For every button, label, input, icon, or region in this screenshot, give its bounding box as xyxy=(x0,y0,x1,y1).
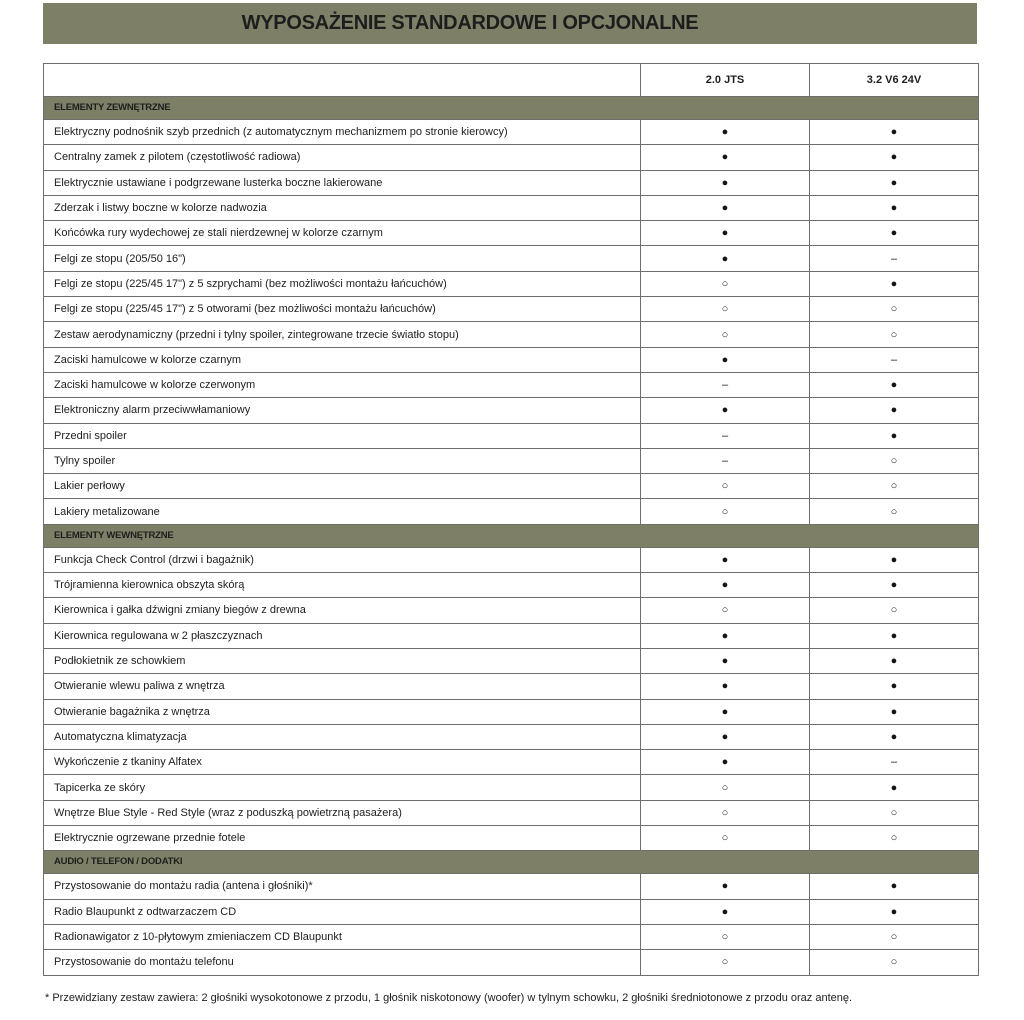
availability-2-0-jts: – xyxy=(641,423,810,448)
header-empty-cell xyxy=(44,64,641,97)
availability-3-2-v6: ○ xyxy=(810,297,979,322)
feature-label: Centralny zamek z pilotem (częstotliwość radiowa) xyxy=(44,145,641,170)
table-row xyxy=(44,221,979,246)
equipment-table xyxy=(43,63,979,976)
availability-2-0-jts: ● xyxy=(641,874,810,899)
availability-2-0-jts: ○ xyxy=(641,499,810,524)
availability-2-0-jts: ● xyxy=(641,750,810,775)
feature-label: Przystosowanie do montażu radia (antena i głośniki)* xyxy=(44,874,641,899)
feature-label: Otwieranie bagażnika z wnętrza xyxy=(44,699,641,724)
table-header-row xyxy=(44,64,979,97)
feature-label: Radio Blaupunkt z odtwarzaczem CD xyxy=(44,899,641,924)
table-row xyxy=(44,499,979,524)
feature-label: Felgi ze stopu (205/50 16") xyxy=(44,246,641,271)
table-row xyxy=(44,547,979,572)
table-row xyxy=(44,924,979,949)
table-row xyxy=(44,448,979,473)
availability-3-2-v6: ● xyxy=(810,372,979,397)
page-title: WYPOSAŻENIE STANDARDOWE I OPCJONALNE xyxy=(241,12,699,34)
availability-3-2-v6: ● xyxy=(810,623,979,648)
table-row xyxy=(44,800,979,825)
feature-label: Zaciski hamulcowe w kolorze czarnym xyxy=(44,347,641,372)
feature-label: Zestaw aerodynamiczny (przedni i tylny spoiler, zintegrowane trzecie światło stopu) xyxy=(44,322,641,347)
table-row xyxy=(44,750,979,775)
section-header xyxy=(44,851,979,874)
table-row xyxy=(44,271,979,296)
table-row xyxy=(44,573,979,598)
feature-label: Tylny spoiler xyxy=(44,448,641,473)
availability-3-2-v6: ● xyxy=(810,221,979,246)
table-row xyxy=(44,398,979,423)
availability-3-2-v6: ○ xyxy=(810,322,979,347)
availability-2-0-jts: ● xyxy=(641,170,810,195)
feature-label: Wnętrze Blue Style - Red Style (wraz z poduszką powietrzną pasażera) xyxy=(44,800,641,825)
availability-3-2-v6: ○ xyxy=(810,924,979,949)
feature-label: Lakiery metalizowane xyxy=(44,499,641,524)
availability-3-2-v6: ○ xyxy=(810,800,979,825)
availability-2-0-jts: – xyxy=(641,448,810,473)
section-title: ELEMENTY ZEWNĘTRZNE xyxy=(44,97,979,120)
availability-2-0-jts: ● xyxy=(641,648,810,673)
availability-2-0-jts: ● xyxy=(641,120,810,145)
availability-3-2-v6: ● xyxy=(810,170,979,195)
table-row xyxy=(44,874,979,899)
section-title: ELEMENTY WEWNĘTRZNE xyxy=(44,524,979,547)
section-header xyxy=(44,524,979,547)
feature-label: Lakier perłowy xyxy=(44,474,641,499)
table-row xyxy=(44,724,979,749)
section-header xyxy=(44,97,979,120)
table-row xyxy=(44,674,979,699)
availability-2-0-jts: ● xyxy=(641,724,810,749)
availability-2-0-jts: ○ xyxy=(641,322,810,347)
availability-3-2-v6: ● xyxy=(810,648,979,673)
footnote: * Przewidziany zestaw zawiera: 2 głośniki wysokotonowe z przodu, 1 głośnik niskotonowy (woofer) w tylnym schowku, 2 głośniki średniotonowe z przodu oraz antenę. xyxy=(45,992,853,1004)
availability-2-0-jts: ○ xyxy=(641,271,810,296)
availability-2-0-jts: ● xyxy=(641,398,810,423)
feature-label: Elektroniczny alarm przeciwwłamaniowy xyxy=(44,398,641,423)
availability-3-2-v6: ● xyxy=(810,899,979,924)
table-row xyxy=(44,170,979,195)
feature-label: Trójramienna kierownica obszyta skórą xyxy=(44,573,641,598)
availability-3-2-v6: ● xyxy=(810,699,979,724)
table-row xyxy=(44,145,979,170)
availability-3-2-v6: ○ xyxy=(810,448,979,473)
availability-2-0-jts: ● xyxy=(641,674,810,699)
column-header-3-2-v6: 3.2 V6 24V xyxy=(810,64,979,97)
availability-2-0-jts: ○ xyxy=(641,800,810,825)
availability-2-0-jts: ● xyxy=(641,699,810,724)
availability-2-0-jts: ● xyxy=(641,221,810,246)
title-band xyxy=(43,3,977,44)
availability-3-2-v6: ○ xyxy=(810,499,979,524)
availability-3-2-v6: ○ xyxy=(810,474,979,499)
availability-3-2-v6: ● xyxy=(810,547,979,572)
feature-label: Funkcja Check Control (drzwi i bagażnik) xyxy=(44,547,641,572)
feature-label: Przedni spoiler xyxy=(44,423,641,448)
table-row xyxy=(44,648,979,673)
section-title: AUDIO / TELEFON / DODATKI xyxy=(44,851,979,874)
feature-label: Felgi ze stopu (225/45 17") z 5 otworami (bez możliwości montażu łańcuchów) xyxy=(44,297,641,322)
availability-2-0-jts: ● xyxy=(641,547,810,572)
table-row xyxy=(44,120,979,145)
availability-3-2-v6: ● xyxy=(810,724,979,749)
feature-label: Automatyczna klimatyzacja xyxy=(44,724,641,749)
feature-label: Przystosowanie do montażu telefonu xyxy=(44,950,641,975)
availability-3-2-v6: ● xyxy=(810,874,979,899)
availability-3-2-v6: – xyxy=(810,246,979,271)
table-row xyxy=(44,195,979,220)
availability-2-0-jts: ○ xyxy=(641,775,810,800)
availability-2-0-jts: ○ xyxy=(641,598,810,623)
availability-2-0-jts: ● xyxy=(641,899,810,924)
feature-label: Otwieranie wlewu paliwa z wnętrza xyxy=(44,674,641,699)
table-row xyxy=(44,950,979,975)
availability-3-2-v6: ● xyxy=(810,674,979,699)
availability-3-2-v6: ○ xyxy=(810,826,979,851)
table-row xyxy=(44,775,979,800)
availability-2-0-jts: ○ xyxy=(641,474,810,499)
availability-2-0-jts: ● xyxy=(641,573,810,598)
feature-label: Kierownica regulowana w 2 płaszczyznach xyxy=(44,623,641,648)
table-row xyxy=(44,322,979,347)
availability-2-0-jts: – xyxy=(641,372,810,397)
availability-3-2-v6: – xyxy=(810,347,979,372)
availability-2-0-jts: ● xyxy=(641,347,810,372)
availability-2-0-jts: ○ xyxy=(641,950,810,975)
table-row xyxy=(44,598,979,623)
table-row xyxy=(44,474,979,499)
availability-2-0-jts: ○ xyxy=(641,924,810,949)
feature-label: Kierownica i gałka dźwigni zmiany biegów z drewna xyxy=(44,598,641,623)
availability-3-2-v6: – xyxy=(810,750,979,775)
feature-label: Wykończenie z tkaniny Alfatex xyxy=(44,750,641,775)
table-row xyxy=(44,347,979,372)
feature-label: Felgi ze stopu (225/45 17") z 5 szprychami (bez możliwości montażu łańcuchów) xyxy=(44,271,641,296)
availability-2-0-jts: ● xyxy=(641,145,810,170)
availability-3-2-v6: ● xyxy=(810,145,979,170)
equipment-table-body xyxy=(44,64,979,976)
availability-3-2-v6: ● xyxy=(810,195,979,220)
feature-label: Elektrycznie ustawiane i podgrzewane lusterka boczne lakierowane xyxy=(44,170,641,195)
availability-3-2-v6: ○ xyxy=(810,950,979,975)
availability-3-2-v6: ● xyxy=(810,573,979,598)
table-row xyxy=(44,899,979,924)
availability-3-2-v6: ● xyxy=(810,398,979,423)
table-row xyxy=(44,699,979,724)
table-row xyxy=(44,246,979,271)
table-row xyxy=(44,372,979,397)
feature-label: Radionawigator z 10-płytowym zmieniaczem CD Blaupunkt xyxy=(44,924,641,949)
feature-label: Zderzak i listwy boczne w kolorze nadwozia xyxy=(44,195,641,220)
availability-2-0-jts: ● xyxy=(641,195,810,220)
availability-3-2-v6: ● xyxy=(810,423,979,448)
availability-2-0-jts: ○ xyxy=(641,297,810,322)
table-row xyxy=(44,826,979,851)
availability-2-0-jts: ● xyxy=(641,246,810,271)
feature-label: Zaciski hamulcowe w kolorze czerwonym xyxy=(44,372,641,397)
table-row xyxy=(44,297,979,322)
availability-3-2-v6: ● xyxy=(810,271,979,296)
feature-label: Elektryczny podnośnik szyb przednich (z automatycznym mechanizmem po stronie kierowcy) xyxy=(44,120,641,145)
feature-label: Końcówka rury wydechowej ze stali nierdzewnej w kolorze czarnym xyxy=(44,221,641,246)
table-row xyxy=(44,423,979,448)
availability-2-0-jts: ● xyxy=(641,623,810,648)
availability-2-0-jts: ○ xyxy=(641,826,810,851)
table-row xyxy=(44,623,979,648)
availability-3-2-v6: ○ xyxy=(810,598,979,623)
availability-3-2-v6: ● xyxy=(810,775,979,800)
feature-label: Elektrycznie ogrzewane przednie fotele xyxy=(44,826,641,851)
availability-3-2-v6: ● xyxy=(810,120,979,145)
feature-label: Podłokietnik ze schowkiem xyxy=(44,648,641,673)
feature-label: Tapicerka ze skóry xyxy=(44,775,641,800)
column-header-2-0-jts: 2.0 JTS xyxy=(641,64,810,97)
